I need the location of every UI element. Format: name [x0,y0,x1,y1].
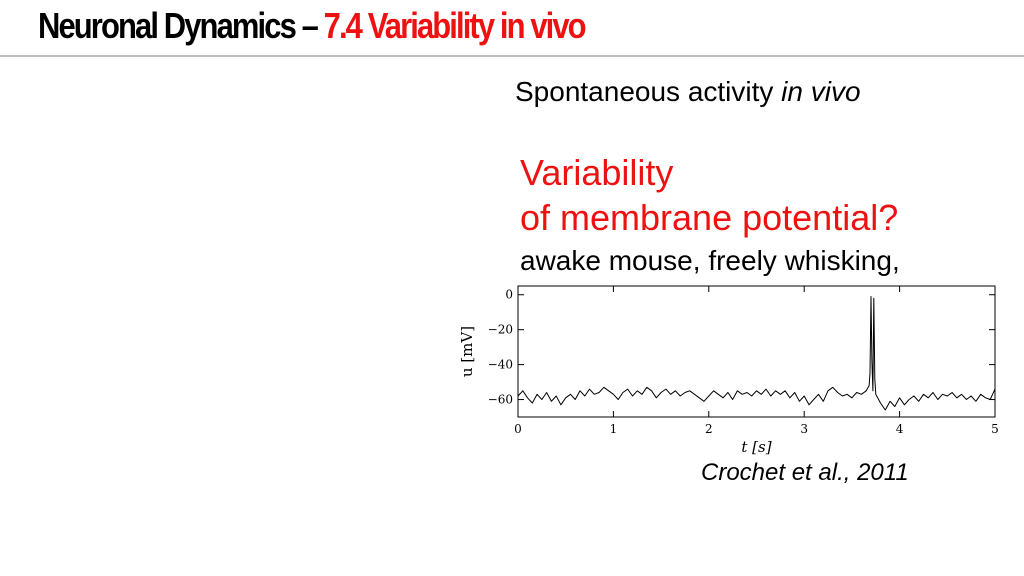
x-tick-label: 4 [895,422,904,436]
x-tick-label: 1 [609,422,618,436]
y-tick-label: −40 [487,357,513,372]
plot-border [518,286,995,417]
question-line-2: of membrane potential? [520,197,899,238]
y-axis-label: u [mV] [458,325,476,378]
subtitle-text: Spontaneous activity [515,76,782,107]
citation: Crochet et al., 2011 [701,459,909,486]
x-axis-label: t [s] [741,438,772,456]
plot-frame [518,286,995,417]
question-line-1: Variability [520,152,674,193]
x-tick-label: 2 [704,422,713,436]
x-tick-label: 3 [800,422,809,436]
subtitle-italic: in vivo [781,76,861,107]
trace-layer [518,297,995,411]
tick-labels [488,288,999,436]
x-tick-label: 5 [991,422,999,436]
axis-ticks [518,286,995,417]
membrane-potential-trace [518,297,995,411]
section-title: 7.4 Variability in vivo [323,5,585,46]
recording-condition: awake mouse, freely whisking, [520,245,900,276]
y-tick-label: 0 [505,287,513,302]
y-tick-label: −20 [487,322,513,337]
x-tick-label: 0 [514,422,522,436]
course-title: Neuronal Dynamics – [38,5,324,46]
y-tick-label: −60 [487,392,513,407]
